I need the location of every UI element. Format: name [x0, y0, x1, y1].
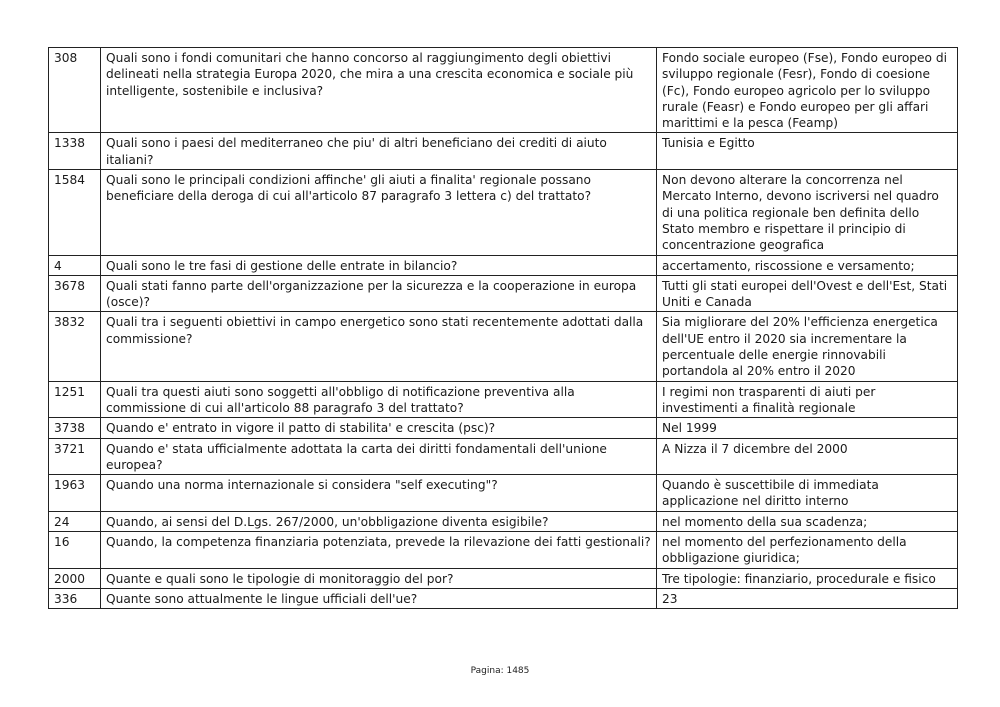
question-cell: Quando una norma internazionale si considera "self executing"?	[101, 475, 657, 512]
table-row	[49, 133, 958, 170]
question-id-cell: 336	[49, 588, 101, 608]
question-id-cell: 3678	[49, 275, 101, 312]
table-row	[49, 312, 958, 381]
question-cell: Quante e quali sono le tipologie di monitoraggio del por?	[101, 568, 657, 588]
answer-cell: A Nizza il 7 dicembre del 2000	[657, 438, 958, 475]
table-row	[49, 275, 958, 312]
table-row	[49, 588, 958, 608]
question-id-cell: 1584	[49, 170, 101, 255]
question-cell: Quali sono le principali condizioni affinche' gli aiuti a finalita' regionale possano beneficiare della deroga di cui all'articolo 87 paragrafo 3 lettera c) del trattato?	[101, 170, 657, 255]
answer-cell: accertamento, riscossione e versamento;	[657, 255, 958, 275]
question-id-cell: 308	[49, 48, 101, 133]
qa-table	[48, 47, 958, 609]
table-row	[49, 568, 958, 588]
question-cell: Quali sono i paesi del mediterraneo che piu' di altri beneficiano dei crediti di aiuto italiani?	[101, 133, 657, 170]
question-cell: Quali tra i seguenti obiettivi in campo energetico sono stati recentemente adottati dalla commissione?	[101, 312, 657, 381]
question-cell: Quando, ai sensi del D.Lgs. 267/2000, un'obbligazione diventa esigibile?	[101, 511, 657, 531]
question-cell: Quando e' entrato in vigore il patto di stabilita' e crescita (psc)?	[101, 418, 657, 438]
table-row	[49, 381, 958, 418]
question-cell: Quali sono i fondi comunitari che hanno concorso al raggiungimento degli obiettivi delineati nella strategia Europa 2020, che mira a una crescita economica e sociale più intelligente, sostenibile e inclusiva?	[101, 48, 657, 133]
question-id-cell: 2000	[49, 568, 101, 588]
answer-cell: Fondo sociale europeo (Fse), Fondo europeo di sviluppo regionale (Fesr), Fondo di coesione (Fc), Fondo europeo agricolo per lo sviluppo rurale (Feasr) e Fondo europeo per gli affari marittimi e la pesca (Feamp)	[657, 48, 958, 133]
answer-cell: nel momento del perfezionamento della obbligazione giuridica;	[657, 532, 958, 569]
answer-cell: nel momento della sua scadenza;	[657, 511, 958, 531]
answer-cell: Non devono alterare la concorrenza nel Mercato Interno, devono iscriversi nel quadro di una politica regionale ben definita dello Stato membro e rispettare il principio di concentrazione geografica	[657, 170, 958, 255]
question-id-cell: 1251	[49, 381, 101, 418]
table-row	[49, 511, 958, 531]
table-row	[49, 255, 958, 275]
table-row	[49, 418, 958, 438]
qa-table-body	[49, 48, 958, 609]
question-id-cell: 3721	[49, 438, 101, 475]
answer-cell: 23	[657, 588, 958, 608]
question-cell: Quante sono attualmente le lingue ufficiali dell'ue?	[101, 588, 657, 608]
answer-cell: Sia migliorare del 20% l'efficienza energetica dell'UE entro il 2020 sia incrementare la percentuale delle energie rinnovabili portandola al 20% entro il 2020	[657, 312, 958, 381]
table-row	[49, 170, 958, 255]
page-number: Pagina: 1485	[470, 666, 530, 676]
question-cell: Quando, la competenza finanziaria potenziata, prevede la rilevazione dei fatti gestionali?	[101, 532, 657, 569]
question-cell: Quali stati fanno parte dell'organizzazione per la sicurezza e la cooperazione in europa (osce)?	[101, 275, 657, 312]
table-row	[49, 532, 958, 569]
answer-cell: Tunisia e Egitto	[657, 133, 958, 170]
answer-cell: Tre tipologie: finanziario, procedurale e fisico	[657, 568, 958, 588]
question-id-cell: 1963	[49, 475, 101, 512]
question-id-cell: 24	[49, 511, 101, 531]
question-cell: Quando e' stata ufficialmente adottata la carta dei diritti fondamentali dell'unione europea?	[101, 438, 657, 475]
answer-cell: Quando è suscettibile di immediata applicazione nel diritto interno	[657, 475, 958, 512]
answer-cell: Tutti gli stati europei dell'Ovest e dell'Est, Stati Uniti e Canada	[657, 275, 958, 312]
question-id-cell: 3738	[49, 418, 101, 438]
table-row	[49, 475, 958, 512]
question-cell: Quali sono le tre fasi di gestione delle entrate in bilancio?	[101, 255, 657, 275]
question-id-cell: 1338	[49, 133, 101, 170]
question-id-cell: 3832	[49, 312, 101, 381]
question-cell: Quali tra questi aiuti sono soggetti all'obbligo di notificazione preventiva alla commissione di cui all'articolo 88 paragrafo 3 del trattato?	[101, 381, 657, 418]
table-row	[49, 48, 958, 133]
question-id-cell: 16	[49, 532, 101, 569]
table-row	[49, 438, 958, 475]
question-id-cell: 4	[49, 255, 101, 275]
answer-cell: I regimi non trasparenti di aiuti per investimenti a finalità regionale	[657, 381, 958, 418]
answer-cell: Nel 1999	[657, 418, 958, 438]
